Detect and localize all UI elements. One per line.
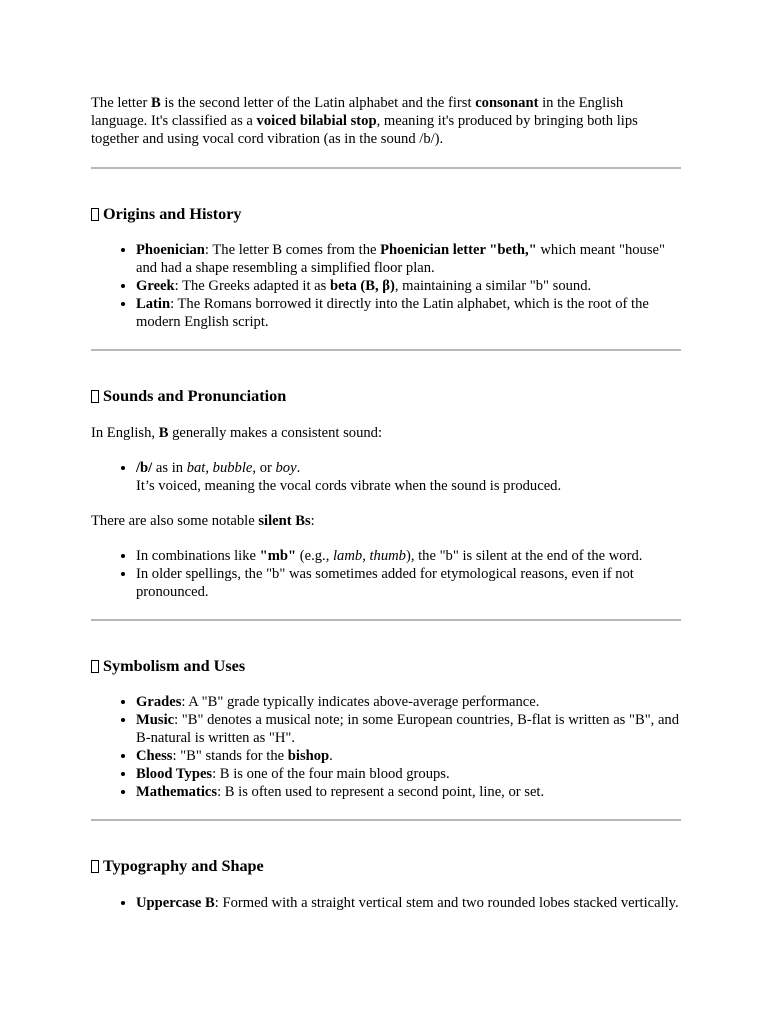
list-item-text: It’s voiced, meaning the vocal cords vibrate when the sound is produced. xyxy=(136,478,562,494)
paragraph-text: generally makes a consistent sound: xyxy=(168,425,383,441)
list-item-text: , maintaining a similar "b" sound. xyxy=(394,278,592,294)
list-item-text: In combinations like xyxy=(136,548,260,564)
heading-symbolism-text: Symbolism and Uses xyxy=(103,657,246,675)
section-divider xyxy=(91,619,681,621)
paragraph-text: : xyxy=(310,513,315,529)
list-item-bold: Phoenician letter "beth," xyxy=(380,242,537,258)
intro-paragraph xyxy=(91,94,681,148)
symbolism-list xyxy=(91,693,681,801)
heading-sounds-text: Sounds and Pronunciation xyxy=(103,387,287,405)
list-item-text: In older spellings, the "b" was sometimes added for etymological reasons, even if not pronounced. xyxy=(136,566,634,600)
list-item-text: : A "B" grade typically indicates above-average performance. xyxy=(181,694,540,710)
intro-text: is the second letter of the Latin alphabet and the first xyxy=(160,95,476,111)
list-item xyxy=(136,547,681,565)
paragraph-text: There are also some notable xyxy=(91,513,259,529)
section-divider xyxy=(91,167,681,169)
list-item-text: : The letter B comes from the xyxy=(204,242,381,258)
list-item-bold: /b/ xyxy=(136,460,153,476)
missing-glyph-icon xyxy=(91,390,99,403)
list-item-label: Latin xyxy=(136,296,171,312)
heading-typography-text: Typography and Shape xyxy=(103,857,264,875)
silent-b-list xyxy=(91,547,681,601)
silent-b-paragraph xyxy=(91,512,681,530)
list-item-text: : "B" denotes a musical note; in some European countries, B-flat is written as "B", and B-natural is written as "H". xyxy=(136,712,680,746)
list-item xyxy=(136,565,681,601)
sound-list xyxy=(91,459,681,495)
heading-origins xyxy=(91,204,681,224)
list-item-label: Blood Types xyxy=(136,766,213,782)
list-item-label: Music xyxy=(136,712,175,728)
list-item-label: Grades xyxy=(136,694,182,710)
intro-text: , meaning it's produced by bringing both lips together and using vocal cord vibration (as in the sound /b/). xyxy=(91,113,638,147)
paragraph-bold: B xyxy=(158,425,169,441)
list-item-text: . xyxy=(329,748,333,764)
list-item xyxy=(136,894,681,912)
origins-list xyxy=(91,241,681,331)
list-item xyxy=(136,747,681,765)
paragraph-bold: silent Bs xyxy=(258,513,311,529)
list-item-label: Uppercase B xyxy=(136,895,215,911)
list-item-bold: beta (Β, β) xyxy=(329,278,395,294)
list-item xyxy=(136,277,681,295)
list-item-italic: thumb xyxy=(369,548,406,564)
missing-glyph-icon xyxy=(91,660,99,673)
typography-list xyxy=(91,894,681,912)
list-item-text: , or xyxy=(252,460,276,476)
section-divider xyxy=(91,349,681,351)
list-item-text: . xyxy=(296,460,301,476)
list-item-text: : The Romans borrowed it directly into the Latin alphabet, which is the root of the modern English script. xyxy=(136,296,649,330)
list-item-bold: bishop xyxy=(287,748,330,764)
list-item-italic: bubble xyxy=(212,460,253,476)
intro-bold-consonant: consonant xyxy=(475,95,539,111)
list-item xyxy=(136,459,681,495)
heading-sounds xyxy=(91,386,681,406)
intro-text: in the English language. It's classified as a xyxy=(91,95,624,129)
document-page xyxy=(91,94,681,912)
heading-symbolism xyxy=(91,656,681,676)
list-item-text: : The Greeks adapted it as xyxy=(174,278,330,294)
list-item-text: : B is one of the four main blood groups. xyxy=(212,766,450,782)
list-item xyxy=(136,783,681,801)
list-item-bold: "mb" xyxy=(259,548,297,564)
list-item-text: : Formed with a straight vertical stem and two rounded lobes stacked vertically. xyxy=(214,895,679,911)
intro-bold-letter: B xyxy=(150,95,161,111)
heading-origins-text: Origins and History xyxy=(103,205,242,223)
list-item-italic: bat xyxy=(186,460,206,476)
list-item-italic: lamb xyxy=(333,548,363,564)
list-item xyxy=(136,693,681,711)
list-item-label: Phoenician xyxy=(136,242,205,258)
list-item xyxy=(136,765,681,783)
list-item-text: ), the "b" is silent at the end of the word. xyxy=(405,548,643,564)
list-item-text: : B is often used to represent a second point, line, or set. xyxy=(217,784,545,800)
missing-glyph-icon xyxy=(91,208,99,221)
section-divider xyxy=(91,819,681,821)
intro-bold-voiced-bilabial-stop: voiced bilabial stop xyxy=(256,113,377,129)
list-item-text: , xyxy=(362,548,370,564)
list-item-label: Greek xyxy=(136,278,175,294)
paragraph-text: In English, xyxy=(91,425,159,441)
sounds-paragraph xyxy=(91,424,681,442)
list-item xyxy=(136,295,681,331)
heading-typography xyxy=(91,856,681,876)
list-item-text: (e.g., xyxy=(296,548,333,564)
list-item xyxy=(136,711,681,747)
missing-glyph-icon xyxy=(91,860,99,873)
list-item xyxy=(136,241,681,277)
list-item-italic: boy xyxy=(275,460,297,476)
list-item-text: as in xyxy=(152,460,187,476)
list-item-label: Mathematics xyxy=(136,784,218,800)
intro-text: The letter xyxy=(91,95,151,111)
list-item-text: , xyxy=(205,460,213,476)
list-item-text: : "B" stands for the xyxy=(172,748,288,764)
list-item-label: Chess xyxy=(136,748,173,764)
list-item-text: which meant "house" and had a shape resembling a simplified floor plan. xyxy=(136,242,665,276)
